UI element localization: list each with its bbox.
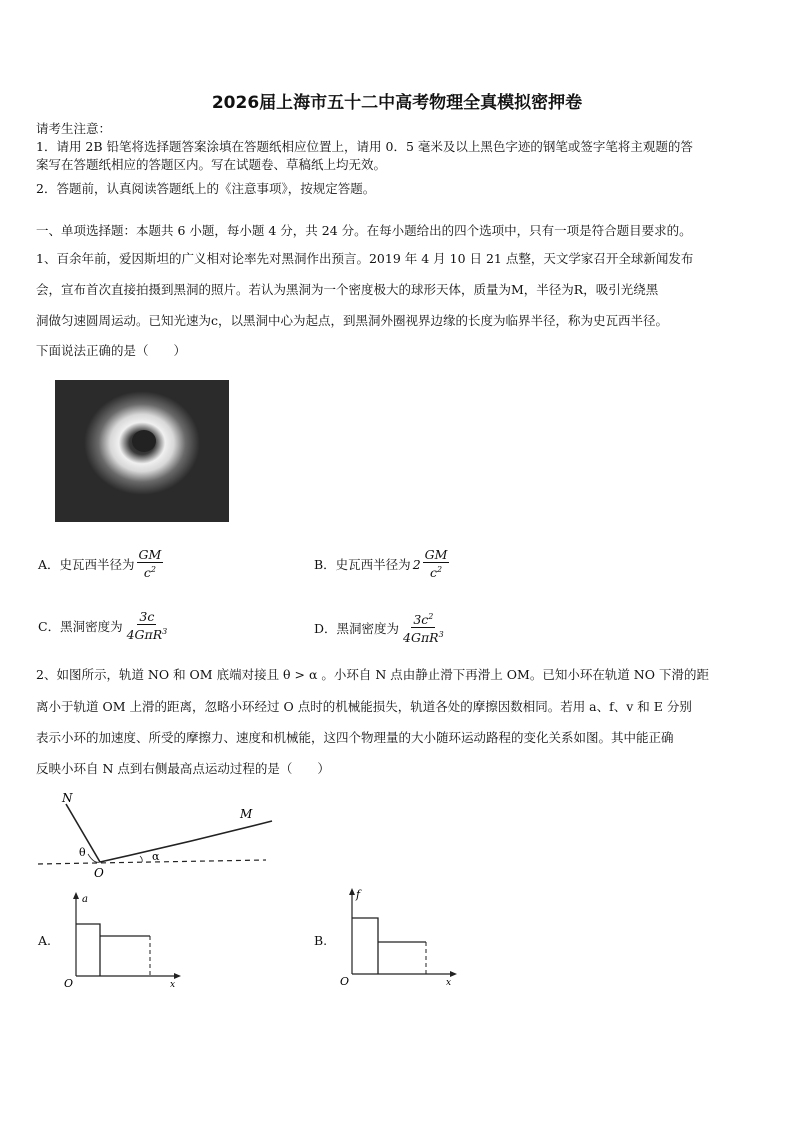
notice-item-1-line-2: 案写在答题纸相应的答题区内。写在试题卷、草稿纸上均无效。 — [36, 157, 387, 172]
exponent: 3 — [438, 630, 444, 640]
x-arrow-icon — [174, 973, 181, 979]
q1-option-d-text: D．黑洞密度为 — [314, 620, 400, 636]
q1-option-d[interactable] — [314, 610, 446, 645]
track-om — [100, 821, 272, 862]
notice-item-2: 2．答题前，认真阅读答题纸上的《注意事项》，按规定答题。 — [36, 181, 376, 196]
q1-line-2: 会，宣布首次直接拍摄到黑洞的照片。若认为黑洞为一个密度极大的球形天体，质量为M，半径为R，吸引光绕黑 — [36, 282, 659, 297]
y-arrow-icon — [349, 888, 355, 895]
graph-b-origin: O — [340, 975, 350, 988]
label-n: N — [62, 791, 73, 805]
q1-option-b[interactable] — [314, 548, 449, 580]
q2-line-3: 表示小环的加速度、所受的摩擦力、速度和机械能，这四个物理量的大小随环运动路程的变化关系如图。其中能正确 — [36, 730, 674, 745]
fraction-denominator — [142, 563, 158, 580]
notice-item-1-line-1: 1．请用 2B 铅笔将选择题答案涂填在答题纸相应位置上，请用 0．5 毫米及以上黑色字迹的钢笔或签字笔将主观题的答 — [36, 139, 693, 154]
fraction-numerator — [411, 610, 435, 628]
q1-line-1: 1、百余年前，爱因斯坦的广义相对论率先对黑洞作出预言。2019 年 4 月 10 日 21 点整，天文学家召开全球新闻发布 — [36, 251, 694, 266]
label-theta: θ — [79, 846, 86, 859]
q2-option-a-graph[interactable] — [62, 890, 186, 990]
den-base: 4GπR — [403, 630, 439, 646]
q2-option-a-label[interactable]: A. — [38, 933, 52, 948]
fraction-denominator — [428, 563, 444, 580]
coefficient: 2 — [412, 556, 421, 572]
label-o: O — [94, 866, 104, 880]
graph-a-xlabel: x — [170, 980, 176, 990]
exponent: 2 — [437, 565, 443, 574]
black-hole-image — [55, 380, 229, 522]
den-base: c — [429, 565, 437, 581]
track-diagram — [36, 788, 276, 880]
graph-a-ylabel: a — [82, 894, 88, 905]
q1-option-a-text: A．史瓦西半径为 — [38, 557, 135, 573]
fraction-numerator: 3c — [139, 609, 155, 624]
black-hole-ring-graphic — [55, 380, 229, 522]
graph-a-segment-1 — [76, 924, 100, 976]
fraction-numerator: GM — [138, 547, 162, 562]
q1-option-b-fraction — [423, 548, 450, 580]
q2-option-b-label[interactable]: B. — [314, 933, 328, 948]
q2-line-4: 反映小环自 N 点到右侧最高点运动过程的是（ ） — [36, 761, 330, 776]
exponent: 2 — [428, 612, 434, 621]
page-title: 2026届上海市五十二中高考物理全真模拟密押卷 — [211, 93, 583, 113]
q1-option-d-fraction — [401, 610, 446, 645]
graph-b-ylabel: f — [356, 888, 361, 901]
q1-option-b-text: B．史瓦西半径为 — [314, 557, 411, 573]
graph-a-origin: O — [64, 977, 74, 990]
label-m: M — [240, 807, 253, 821]
exponent: 3 — [162, 627, 168, 636]
q1-option-a[interactable] — [38, 548, 163, 580]
q2-option-b-graph[interactable] — [338, 886, 462, 990]
notice-heading: 请考生注意： — [36, 121, 112, 136]
fraction-denominator — [401, 628, 446, 645]
q1-option-c-text: C．黑洞密度为 — [38, 619, 123, 635]
y-arrow-icon — [73, 892, 79, 899]
q1-option-c-fraction — [125, 610, 170, 642]
graph-b-segment-1 — [352, 918, 378, 974]
q1-line-4: 下面说法正确的是（ ） — [36, 343, 187, 358]
q1-option-a-fraction — [137, 548, 164, 580]
q1-option-c[interactable] — [38, 610, 169, 642]
section-heading: 一、单项选择题：本题共 6 小题，每小题 4 分，共 24 分。在每小题给出的四个选项中，只有一项是符合题目要求的。 — [36, 223, 692, 238]
den-base: 4GπR — [126, 627, 163, 643]
q1-line-3: 洞做匀速圆周运动。已知光速为c，以黑洞中心为起点，到黑洞外圈视界边缘的长度为临界半径，称为史瓦西半径。 — [36, 313, 669, 328]
x-arrow-icon — [450, 971, 457, 977]
fraction-denominator — [125, 625, 170, 642]
alpha-arc — [140, 856, 142, 862]
fraction-numerator: GM — [424, 547, 448, 562]
q2-line-2: 离小于轨道 OM 上滑的距离，忽略小环经过 O 点时的机械能损失，轨道各处的摩擦因数相同。若用 a、f、v 和 E 分别 — [36, 699, 692, 714]
exponent: 2 — [150, 565, 156, 574]
graph-b-xlabel: x — [446, 978, 452, 988]
den-base: c — [143, 565, 151, 581]
label-alpha: α — [152, 850, 160, 863]
num-base: 3c — [413, 612, 429, 628]
q2-line-1: 2、如图所示，轨道 NO 和 OM 底端对接且 θ > α 。小环自 N 点由静止滑下再滑上 OM。已知小环在轨道 NO 下滑的距 — [36, 667, 709, 682]
